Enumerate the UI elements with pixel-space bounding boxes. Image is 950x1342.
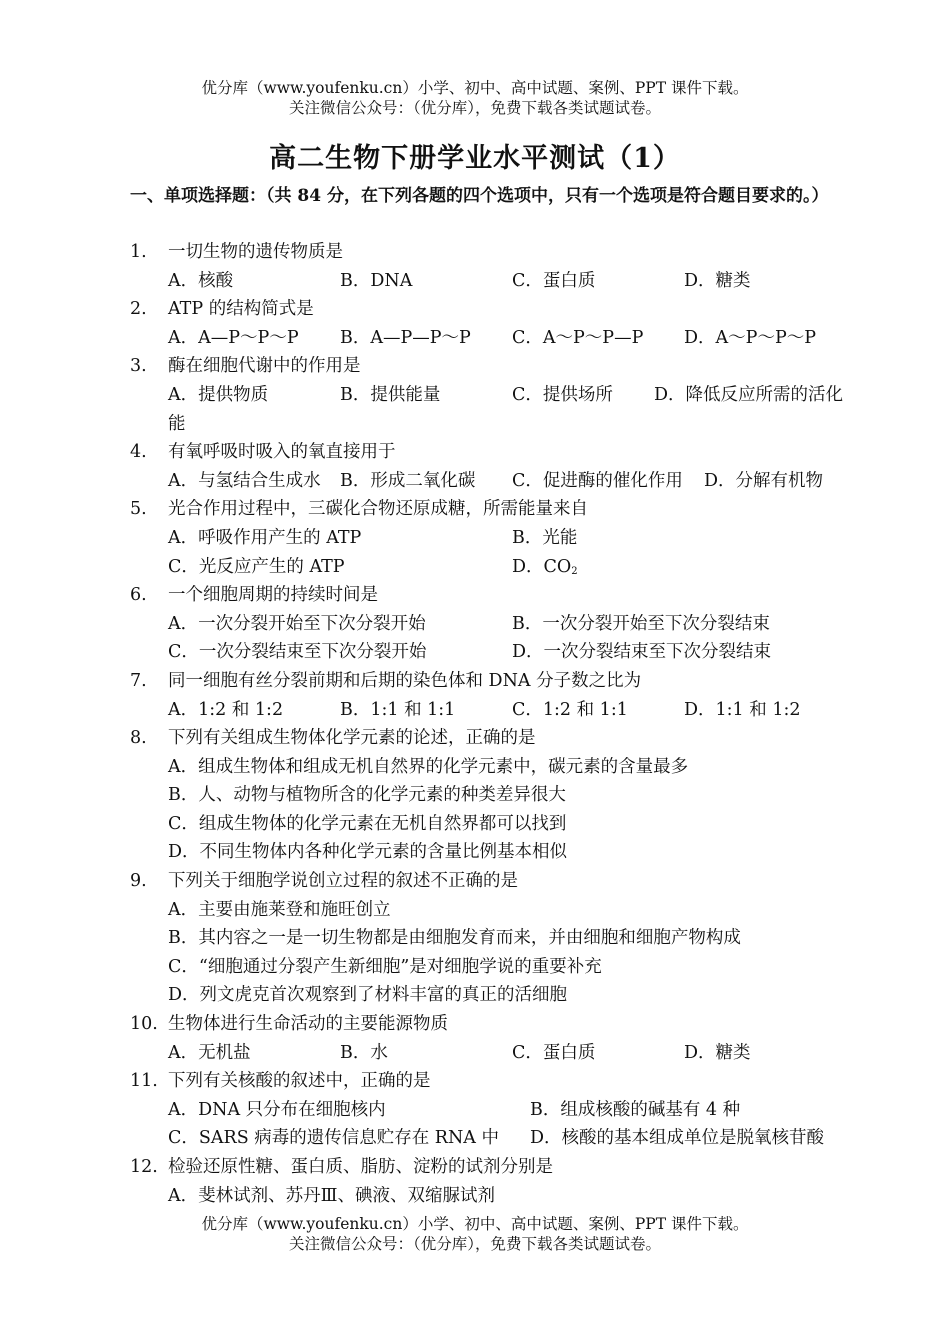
footer-line-2: 关注微信公众号：（优分库），免费下载各类试题试卷。: [288, 1235, 661, 1253]
question-9-option-d: [130, 981, 880, 1010]
page-title: 高二生物下册学业水平测试（1）: [269, 143, 681, 174]
question-1-options: [130, 267, 880, 296]
question-stem: 生物体进行生命活动的主要能源物质: [168, 1014, 448, 1035]
question-8-option-a: [130, 753, 880, 782]
question-stem: 下列有关组成生物体化学元素的论述，正确的是: [168, 728, 536, 749]
question-11-options-row2: [130, 1124, 880, 1153]
question-9-option-a: [130, 896, 880, 925]
question-list: [130, 238, 880, 1210]
question-stem: 一个细胞周期的持续时间是: [168, 585, 378, 606]
question-9-option-b: [130, 924, 880, 953]
question-3-options: [130, 381, 880, 410]
option-c: C．1:2 和 1:1: [512, 699, 628, 720]
question-number: 2.: [130, 299, 147, 320]
option-d: D．分解有机物: [704, 470, 824, 491]
question-5-options-row1: [130, 524, 880, 553]
section-heading: 一、单项选择题：（共 84 分，在下列各题的四个选项中，只有一个选项是符合题目要求的。）: [130, 186, 829, 206]
banner-line-1: 优分库（www.youfenku.cn）小学、初中、高中试题、案例、PPT 课件下载。: [201, 79, 749, 97]
option-b: B．光能: [512, 527, 578, 548]
question-stem: 光合作用过程中，三碳化合物还原成糖，所需能量来自: [168, 499, 588, 520]
question-3-options-wrap: [130, 410, 880, 439]
option-b: B．组成核酸的碱基有 4 种: [530, 1099, 741, 1120]
question-2-options: [130, 324, 880, 353]
question-8: [130, 724, 880, 753]
option-d: D．一次分裂结束至下次分裂结束: [512, 642, 772, 663]
option-c: C．促进酶的催化作用: [512, 470, 683, 491]
option-b: B．提供能量: [340, 384, 441, 405]
question-7: [130, 667, 880, 696]
option-c: C．A～P～P—P: [512, 327, 644, 348]
option-d: D．1:1 和 1:2: [684, 699, 801, 720]
option-a: A．1:2 和 1:2: [168, 699, 284, 720]
question-4-options: [130, 467, 880, 496]
option-d: D．降低反应所需的活化: [654, 384, 844, 405]
option-d-continued: 能: [168, 413, 186, 434]
option-a: A．DNA 只分布在细胞核内: [168, 1099, 386, 1120]
question-9-option-c: [130, 953, 880, 982]
question-6: [130, 581, 880, 610]
question-stem: ATP 的结构简式是: [168, 299, 314, 320]
option-a: A．无机盐: [168, 1042, 251, 1063]
question-1: [130, 238, 880, 267]
question-number: 1.: [130, 242, 147, 262]
question-12-option-a: [130, 1182, 880, 1211]
question-8-option-d: [130, 838, 880, 867]
option-c: C．SARS 病毒的遗传信息贮存在 RNA 中: [168, 1128, 499, 1149]
question-stem: 同一细胞有丝分裂前期和后期的染色体和 DNA 分子数之比为: [168, 670, 642, 691]
option-a: A．斐林试剂、苏丹Ⅲ、碘液、双缩脲试剂: [168, 1185, 496, 1206]
subscript-2: 2: [571, 565, 578, 577]
option-d: D．糖类: [684, 270, 751, 291]
question-number: 7.: [130, 670, 147, 691]
question-number: 5.: [130, 499, 147, 520]
option-d: D．核酸的基本组成单位是脱氧核苷酸: [530, 1128, 825, 1149]
option-a: A．与氢结合生成水: [168, 470, 321, 491]
question-5: [130, 495, 880, 524]
question-6-options-row2: [130, 638, 880, 667]
question-number: 9.: [130, 871, 147, 892]
bottom-banner: [0, 1214, 950, 1254]
top-banner: [0, 78, 950, 118]
footer-line-1: 优分库（www.youfenku.cn）小学、初中、高中试题、案例、PPT 课件下载。: [201, 1215, 749, 1233]
question-3: [130, 352, 880, 381]
question-12: [130, 1153, 880, 1182]
option-c: C．提供场所: [512, 384, 613, 405]
question-number: 11.: [130, 1071, 158, 1092]
option-b: B．DNA: [340, 270, 413, 291]
option-b: B．A—P—P～P: [340, 327, 471, 348]
option-b: B．其内容之一是一切生物都是由细胞发育而来，并由细胞和细胞产物构成: [168, 928, 741, 949]
option-b: B．一次分裂开始至下次分裂结束: [512, 613, 770, 634]
question-stem: 一切生物的遗传物质是: [168, 242, 343, 262]
option-c: C．一次分裂结束至下次分裂开始: [168, 642, 427, 663]
option-a: A．主要由施莱登和施旺创立: [168, 899, 391, 920]
question-stem: 酶在细胞代谢中的作用是: [168, 356, 361, 377]
option-b: B．形成二氧化碳: [340, 470, 476, 491]
question-stem: 有氧呼吸时吸入的氧直接用于: [168, 442, 396, 463]
question-10: [130, 1010, 880, 1039]
question-9: [130, 867, 880, 896]
question-5-options-row2: [130, 553, 880, 582]
question-11: [130, 1067, 880, 1096]
question-number: 4.: [130, 442, 147, 463]
question-number: 3.: [130, 356, 147, 377]
option-c: C．组成生物体的化学元素在无机自然界都可以找到: [168, 813, 567, 834]
option-c: C．蛋白质: [512, 1042, 596, 1063]
question-7-options: [130, 696, 880, 725]
banner-line-2: 关注微信公众号：（优分库），免费下载各类试题试卷。: [288, 99, 661, 117]
option-d: D．A～P～P～P: [684, 327, 816, 348]
question-6-options-row1: [130, 610, 880, 639]
question-10-options: [130, 1039, 880, 1068]
option-d: D．糖类: [684, 1042, 751, 1063]
option-c: C．光反应产生的 ATP: [168, 556, 345, 577]
option-b: B．水: [340, 1042, 388, 1063]
option-a: A．一次分裂开始至下次分裂开始: [168, 613, 426, 634]
option-c: C．“细胞通过分裂产生新细胞”是对细胞学说的重要补充: [168, 956, 602, 977]
question-2: [130, 295, 880, 324]
option-a: A．组成生物体和组成无机自然界的化学元素中，碳元素的含量最多: [168, 756, 689, 777]
question-4: [130, 438, 880, 467]
option-d-text: D．CO: [512, 556, 572, 577]
option-c: C．蛋白质: [512, 270, 596, 291]
option-d: D．列文虎克首次观察到了材料丰富的真正的活细胞: [168, 985, 568, 1006]
question-number: 10.: [130, 1014, 158, 1035]
option-b: B．1:1 和 1:1: [340, 699, 456, 720]
question-11-options-row1: [130, 1096, 880, 1125]
question-8-option-b: [130, 781, 880, 810]
option-d: D．不同生物体内各种化学元素的含量比例基本相似: [168, 842, 568, 863]
option-b: B．人、动物与植物所含的化学元素的种类差异很大: [168, 785, 566, 806]
option-a: A．A—P～P～P: [168, 327, 299, 348]
option-a: A．提供物质: [168, 384, 269, 405]
question-stem: 下列有关核酸的叙述中，正确的是: [168, 1071, 431, 1092]
option-a: A．呼吸作用产生的 ATP: [168, 527, 362, 548]
question-stem: 检验还原性糖、蛋白质、脂肪、淀粉的试剂分别是: [168, 1157, 553, 1177]
question-number: 12.: [130, 1157, 158, 1177]
question-number: 8.: [130, 728, 147, 749]
option-a: A．核酸: [168, 270, 234, 291]
question-stem: 下列关于细胞学说创立过程的叙述不正确的是: [168, 871, 518, 892]
question-8-option-c: [130, 810, 880, 839]
question-number: 6.: [130, 585, 147, 606]
